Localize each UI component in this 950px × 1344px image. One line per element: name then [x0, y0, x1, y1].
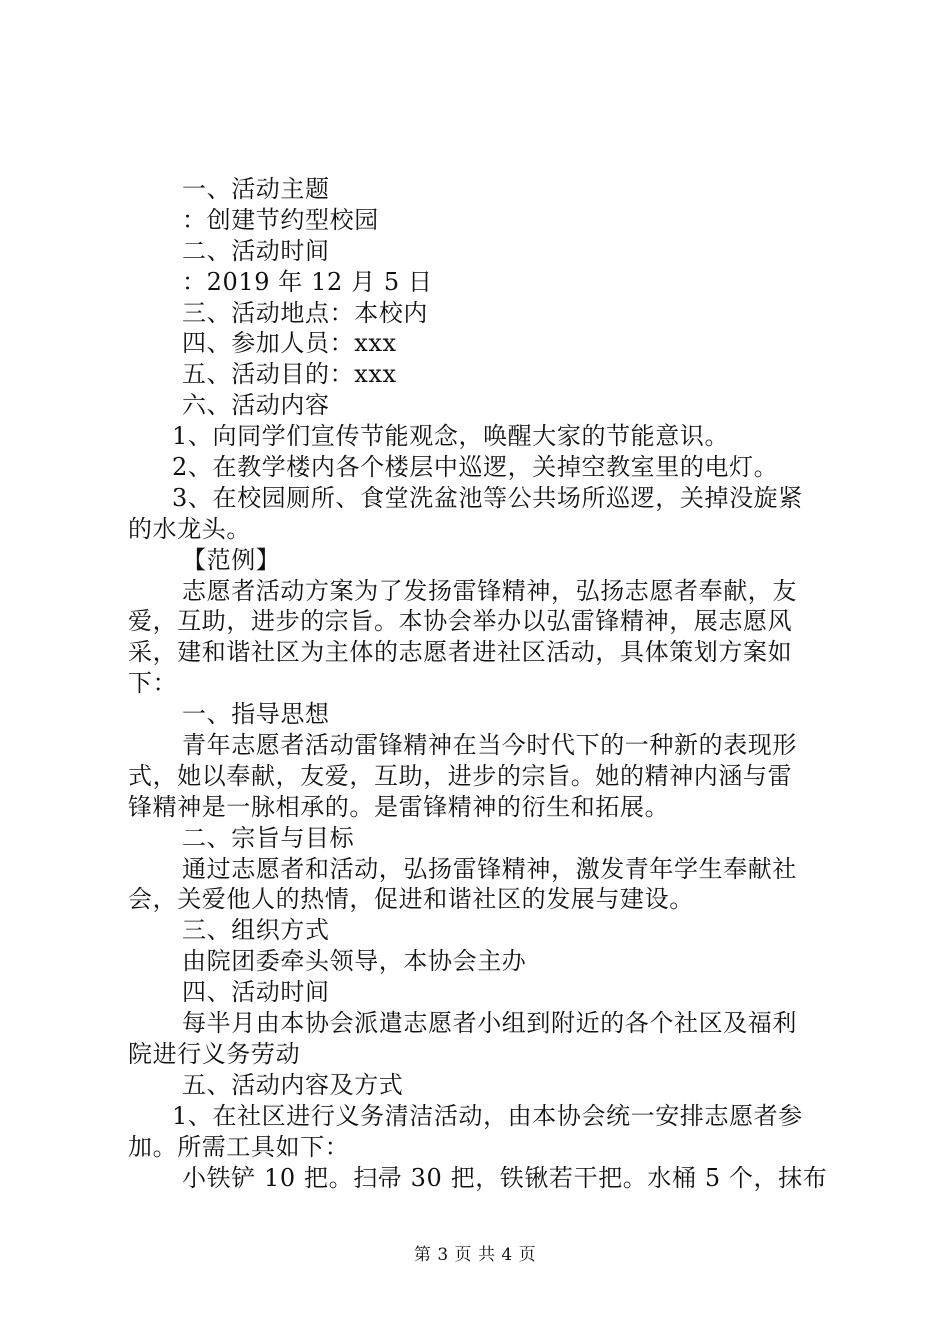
- text-line: 2、在教学楼内各个楼层中巡逻，关掉空教室里的电灯。: [172, 453, 779, 482]
- text-line: 二、宗旨与目标: [182, 823, 355, 852]
- text-line: ：创建节约型校园: [182, 205, 379, 234]
- text-line: 3、在校园厕所、食堂洗盆池等公共场所巡逻，关掉没旋紧: [172, 483, 803, 512]
- text-line: 四、活动时间: [182, 978, 330, 1007]
- text-line: 下：: [128, 669, 178, 698]
- page-footer: 第 3 页 共 4 页: [413, 1245, 537, 1265]
- text-line: 1、向同学们宣传节能观念，唤醒大家的节能意识。: [172, 422, 730, 451]
- text-line: 小铁铲 10 把。扫帚 30 把，铁锹若干把。水桶 5 个，抹布: [182, 1163, 828, 1192]
- text-line: 志愿者活动方案为了发扬雷锋精神，弘扬志愿者奉献，友: [182, 576, 797, 605]
- text-line: ：2019 年 12 月 5 日: [182, 267, 433, 296]
- text-line: 四、参加人员：xxx: [182, 329, 397, 358]
- document-body: [128, 174, 834, 1193]
- text-line: 三、组织方式: [182, 916, 330, 945]
- text-line: 三、活动地点：本校内: [182, 298, 428, 327]
- text-line: 爱，互助，进步的宗旨。本协会举办以弘雷锋精神，展志愿风: [128, 607, 793, 636]
- text-line: 六、活动内容: [182, 391, 330, 420]
- text-line: 一、指导思想: [182, 700, 330, 729]
- text-line: 一、活动主题: [182, 175, 330, 203]
- text-line: 锋精神是一脉相承的。是雷锋精神的衍生和拓展。: [128, 792, 670, 821]
- text-line: 院进行义务劳动: [128, 1039, 301, 1068]
- text-line: 加。所需工具如下：: [128, 1132, 350, 1161]
- text-line: 会，关爱他人的热情，促进和谐社区的发展与建设。: [128, 885, 694, 914]
- text-line: 通过志愿者和活动，弘扬雷锋精神，激发青年学生奉献社: [182, 854, 797, 883]
- text-line: 采，建和谐社区为主体的志愿者进社区活动，具体策划方案如: [128, 638, 793, 667]
- text-line: 由院团委牵头领导，本协会主办: [182, 947, 527, 976]
- text-line: 五、活动目的：xxx: [182, 360, 397, 389]
- text-line: 【范例】: [182, 545, 281, 574]
- text-line: 的水龙头。: [128, 514, 251, 543]
- text-line: 式，她以奉献，友爱，互助，进步的宗旨。她的精神内涵与雷: [128, 761, 793, 790]
- text-line: 二、活动时间: [182, 236, 330, 265]
- text-line: 每半月由本协会派遣志愿者小组到附近的各个社区及福利: [182, 1009, 797, 1038]
- text-line: 青年志愿者活动雷锋精神在当今时代下的一种新的表现形: [182, 731, 797, 760]
- text-line: 五、活动内容及方式: [182, 1070, 404, 1099]
- text-line: 1、在社区进行义务清洁活动，由本协会统一安排志愿者参: [172, 1101, 803, 1130]
